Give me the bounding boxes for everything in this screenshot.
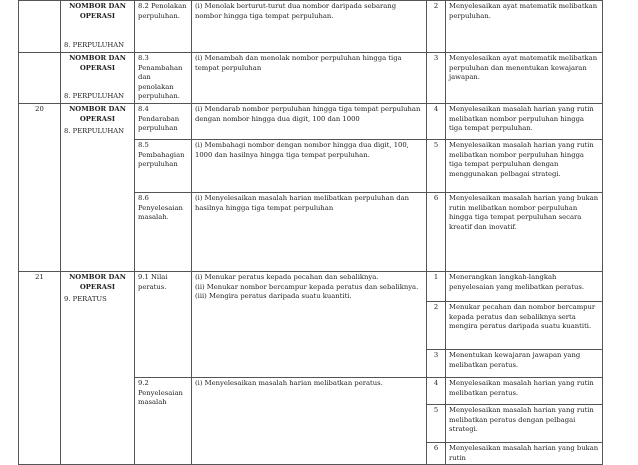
week-cell: 20 <box>19 103 61 271</box>
theme-subtitle: OPERASI <box>79 11 116 20</box>
theme-cell <box>61 53 135 104</box>
performance-descriptor: Menukar pecahan dan nombor bercampur kepada peratus dan sebaliknya serta mengira peratus daripada suatu kuantiti. <box>446 301 603 349</box>
performance-level: 4 <box>427 103 446 139</box>
performance-level: 2 <box>427 1 446 53</box>
table-row <box>19 103 603 139</box>
content-standard: 8.6 Penyelesaian masalah. <box>135 192 192 271</box>
table-row <box>19 1 603 53</box>
theme-cell <box>61 271 135 464</box>
content-standard: 8.5 Pembahagian perpuluhan <box>135 139 192 192</box>
performance-descriptor: Menyelesaikan ayat matematik melibatkan perpuluhan. <box>446 1 603 53</box>
performance-level: 5 <box>427 404 446 442</box>
rpt-table <box>18 0 603 465</box>
performance-descriptor: Menyelesaikan masalah harian yang bukan rutin <box>446 442 603 464</box>
objective-line: (i) Menukar peratus kepada pecahan dan sebaliknya. <box>195 272 379 281</box>
performance-descriptor: Menyelesaikan masalah harian yang rutin melibatkan peratus dengan pelbagai strategi. <box>446 404 603 442</box>
week-cell <box>19 53 61 104</box>
performance-level: 5 <box>427 139 446 192</box>
table-row <box>19 271 603 301</box>
performance-descriptor: Menyelesaikan masalah harian yang rutin melibatkan nombor perpuluhan hingga tiga tempat perpuluhan dengan menggunakan pelbagai strategi. <box>446 139 603 192</box>
objective-line: (iii) Mengira peratus daripada suatu kuantiti. <box>195 292 352 301</box>
theme-title: NOMBOR DAN <box>69 54 126 62</box>
performance-descriptor: Menentukan kewajaran jawapan yang melibatkan peratus. <box>446 349 603 377</box>
learning-objective <box>192 271 427 377</box>
theme-title: NOMBOR DAN <box>69 104 126 113</box>
performance-descriptor: Menyelesaikan masalah harian yang rutin melibatkan nombor perpuluhan hingga tiga tempat perpuluhan. <box>446 103 603 139</box>
performance-level: 3 <box>427 349 446 377</box>
performance-level: 6 <box>427 192 446 271</box>
objective-line: (ii) Menukar nombor bercampur kepada peratus dan sebaliknya. <box>195 282 419 291</box>
performance-descriptor: Menerangkan langkah-langkah penyelesaian yang melibatkan peratus. <box>446 271 603 301</box>
content-standard: 8.3 Penambahan dan penolakan perpuluhan. <box>135 53 192 104</box>
content-standard: 8.2 Penolakan perpuluhan. <box>135 1 192 53</box>
performance-descriptor: Menyelesaikan masalah harian yang rutin melibatkan peratus. <box>446 377 603 404</box>
performance-level: 1 <box>427 271 446 301</box>
content-standard: 9.2 Penyelesaian masalah <box>135 377 192 464</box>
performance-level: 2 <box>427 301 446 349</box>
theme-subtitle: OPERASI <box>79 282 116 291</box>
performance-level: 3 <box>427 53 446 104</box>
content-standard: 8.4 Pendaraban perpuluhan <box>135 103 192 139</box>
learning-objective: (i) Mendarab nombor perpuluhan hingga tiga tempat perpuluhan dengan nombor hingga dua digit, 100 dan 1000 <box>192 103 427 139</box>
content-standard: 9.1 Nilai peratus. <box>135 271 192 377</box>
learning-objective: (i) Menyelesaikan masalah harian melibatkan perpuluhan dan hasilnya hingga tiga tempat perpuluhan <box>192 192 427 271</box>
topic-label: 9. PERATUS <box>64 295 107 304</box>
learning-objective: (i) Membahagi nombor dengan nombor hingga dua digit, 100, 1000 dan hasilnya hingga tiga tempat perpuluhan. <box>192 139 427 192</box>
theme-subtitle: OPERASI <box>79 63 116 72</box>
performance-level: 4 <box>427 377 446 404</box>
theme-cell <box>61 103 135 271</box>
topic-label: 8. PERPULUHAN <box>64 127 125 136</box>
theme-cell <box>61 1 135 53</box>
learning-objective: (i) Menolak berturut-turut dua nombor daripada sebarang nombor hingga tiga tempat perpuluhan. <box>192 1 427 53</box>
theme-title: NOMBOR DAN <box>69 272 126 281</box>
performance-descriptor: Menyelesaikan masalah harian yang bukan rutin melibatkan nombor perpuluhan hingga tiga tempat perpuluhan secara kreatif dan inovatif. <box>446 192 603 271</box>
topic-label: 8. PERPULUHAN <box>64 92 125 101</box>
week-cell: 21 <box>19 271 61 464</box>
table-row <box>19 53 603 104</box>
topic-label: 8. PERPULUHAN <box>64 41 125 50</box>
week-cell <box>19 1 61 53</box>
performance-descriptor: Menyelesaikan ayat matematik melibatkan perpuluhan dan menentukan kewajaran jawapan. <box>446 53 603 104</box>
learning-objective: (i) Menambah dan menolak nombor perpuluhan hingga tiga tempat perpuluhan <box>192 53 427 104</box>
performance-level: 6 <box>427 442 446 464</box>
theme-title: NOMBOR DAN <box>69 2 126 10</box>
theme-subtitle: OPERASI <box>79 114 116 123</box>
learning-objective: (i) Menyelesaikan masalah harian melibatkan peratus. <box>192 377 427 464</box>
